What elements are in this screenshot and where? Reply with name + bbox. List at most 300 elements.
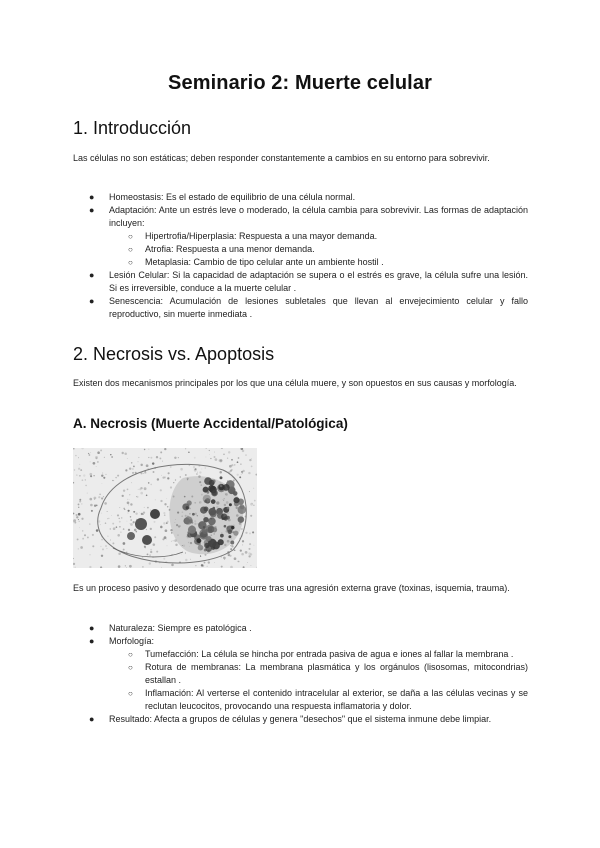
micrograph-speckle-dot [127, 458, 128, 459]
micrograph-speckle-dot [123, 490, 125, 492]
micrograph-speckle-dot [230, 548, 232, 550]
micrograph-speckle-dot [250, 565, 251, 566]
micrograph-speckle-dot [150, 510, 151, 511]
micrograph-speckle-dot [99, 494, 101, 496]
micrograph-speckle-dot [205, 456, 206, 457]
micrograph-speckle-dot [215, 458, 218, 461]
micrograph-speckle-dot [175, 479, 176, 480]
micrograph-speckle-dot [129, 467, 131, 469]
micrograph-speckle-dot [142, 557, 143, 558]
micrograph-speckle-dot [174, 457, 176, 459]
micrograph-speckle-dot [144, 546, 146, 548]
micrograph-speckle-dot [209, 454, 210, 455]
micrograph-speckle-dot [106, 548, 107, 549]
micrograph-speckle-dot [79, 521, 80, 522]
micrograph-speckle-dot [228, 554, 231, 557]
micrograph-speckle-dot [147, 553, 149, 555]
sub-bullet-icon: ○ [128, 650, 133, 659]
micrograph-speckle-dot [133, 521, 135, 523]
micrograph-speckle-dot [81, 503, 83, 505]
micrograph-speckle-dot [190, 558, 191, 559]
micrograph-speckle-dot [234, 557, 237, 560]
micrograph-speckle-dot [138, 489, 139, 490]
micrograph-speckle-dot [154, 536, 156, 538]
micrograph-speckle-dot [242, 540, 244, 542]
micrograph-speckle-dot [168, 472, 170, 474]
micrograph-speckle-dot [139, 512, 140, 513]
sub-bullet-icon: ○ [128, 663, 133, 672]
micrograph-speckle-dot [250, 515, 252, 517]
micrograph-speckle-dot [74, 522, 76, 524]
micrograph-speckle-dot [165, 529, 168, 532]
micrograph-illustration [73, 448, 257, 568]
micrograph-speckle-dot [195, 468, 197, 470]
micrograph-speckle-dot [76, 514, 78, 516]
sub-list-item [73, 256, 528, 269]
micrograph-speckle-dot [199, 471, 201, 473]
list-item [73, 269, 528, 295]
micrograph-speckle-dot [167, 477, 169, 479]
micrograph-speckle-dot [122, 495, 124, 497]
micrograph-speckle-dot [89, 498, 92, 501]
bullet-icon: ● [89, 205, 95, 215]
micrograph-speckle-dot [148, 457, 149, 458]
micrograph-speckle-dot [207, 566, 208, 567]
micrograph-speckle-dot [130, 516, 131, 517]
micrograph-speckle-dot [119, 518, 120, 519]
list-item-text: Senescencia: Acumulación de lesiones subletales que llevan al envejecimiento celular y fallo reproductivo, sin muerte inmediata . [109, 296, 528, 319]
micrograph-speckle-dot [123, 528, 125, 530]
micrograph-organelle [204, 477, 212, 485]
micrograph-speckle-dot [231, 469, 233, 471]
micrograph-speckle-dot [162, 461, 163, 462]
micrograph-speckle-dot [200, 556, 201, 557]
micrograph-speckle-dot [79, 500, 81, 502]
micrograph-speckle-dot [78, 548, 79, 549]
micrograph-speckle-dot [196, 473, 198, 475]
micrograph-speckle-dot [185, 553, 186, 554]
micrograph-organelle [196, 538, 201, 543]
micrograph-speckle-dot [107, 535, 109, 537]
micrograph-speckle-dot [160, 451, 162, 453]
micrograph-speckle-dot [153, 543, 156, 546]
micrograph-speckle-dot [118, 565, 121, 568]
micrograph-speckle-dot [237, 474, 239, 476]
list-item [73, 295, 528, 321]
micrograph-speckle-dot [98, 520, 100, 522]
micrograph-speckle-dot [83, 474, 85, 476]
micrograph-speckle-dot [78, 468, 80, 470]
sub-bullet-icon: ○ [128, 245, 133, 254]
micrograph-organelle [216, 501, 219, 504]
micrograph-speckle-dot [185, 559, 187, 561]
micrograph-speckle-dot [160, 526, 163, 529]
micrograph-speckle-dot [103, 477, 105, 479]
micrograph-speckle-dot [221, 566, 223, 568]
micrograph-speckle-dot [140, 492, 143, 495]
micrograph-organelle [204, 500, 207, 503]
micrograph-organelle [212, 527, 217, 532]
micrograph-organelle [233, 497, 239, 503]
sub-bullet-icon: ○ [128, 232, 133, 241]
micrograph-speckle-dot [223, 557, 224, 558]
micrograph-speckle-dot [127, 489, 129, 491]
micrograph-organelle [228, 535, 231, 538]
micrograph-speckle-dot [178, 457, 179, 458]
micrograph-speckle-dot [101, 555, 103, 557]
micrograph-speckle-dot [127, 501, 130, 504]
micrograph-speckle-dot [97, 461, 98, 462]
micrograph-speckle-dot [149, 449, 150, 450]
micrograph-speckle-dot [150, 484, 152, 486]
micrograph-organelle [212, 507, 215, 510]
micrograph-speckle-dot [102, 483, 103, 484]
micrograph-speckle-dot [100, 524, 101, 525]
micrograph-organelle [192, 513, 195, 516]
micrograph-speckle-dot [113, 527, 116, 530]
micrograph-speckle-dot [89, 473, 92, 476]
micrograph-speckle-dot [125, 565, 126, 566]
micrograph-speckle-dot [247, 562, 248, 563]
micrograph-speckle-dot [110, 528, 111, 529]
micrograph-speckle-dot [78, 457, 79, 458]
micrograph-speckle-dot [246, 564, 247, 565]
micrograph-speckle-dot [108, 518, 109, 519]
micrograph-speckle-dot [102, 473, 103, 474]
micrograph-speckle-dot [214, 562, 215, 563]
bullet-icon: ● [89, 270, 95, 280]
micrograph-speckle-dot [150, 457, 152, 459]
micrograph-speckle-dot [180, 476, 181, 477]
micrograph-speckle-dot [160, 500, 162, 502]
micrograph-organelle [227, 507, 230, 510]
micrograph-speckle-dot [136, 519, 137, 520]
micrograph-speckle-dot [219, 553, 220, 554]
micrograph-speckle-dot [127, 499, 128, 500]
list-item-text: Morfología: [109, 636, 155, 646]
micrograph-speckle-dot [122, 452, 124, 454]
micrograph-speckle-dot [143, 514, 144, 515]
intro-bullet-list [73, 191, 528, 321]
micrograph-speckle-dot [249, 543, 251, 545]
micrograph-speckle-dot [78, 507, 79, 508]
micrograph-speckle-dot [141, 513, 143, 515]
micrograph-speckle-dot [89, 523, 90, 524]
page-title: Seminario 2: Muerte celular [168, 72, 432, 94]
micrograph-speckle-dot [104, 457, 105, 458]
micrograph-speckle-dot [146, 464, 149, 467]
micrograph-speckle-dot [220, 461, 222, 463]
micrograph-speckle-dot [127, 512, 128, 513]
subsection-heading-necrosis: A. Necrosis (Muerte Accidental/Patológica) [73, 416, 348, 431]
micrograph-speckle-dot [79, 475, 81, 477]
micrograph-speckle-dot [163, 522, 165, 524]
micrograph-speckle-dot [123, 549, 125, 551]
micrograph-speckle-dot [234, 464, 236, 466]
micrograph-speckle-dot [94, 505, 96, 507]
micrograph-speckle-dot [111, 456, 113, 458]
micrograph-speckle-dot [75, 455, 76, 456]
micrograph-organelle [229, 503, 232, 506]
micrograph-speckle-dot [127, 521, 128, 522]
micrograph-speckle-dot [79, 499, 81, 501]
micrograph-speckle-dot [138, 461, 139, 462]
micrograph-speckle-dot [242, 470, 244, 472]
micrograph-speckle-dot [239, 538, 240, 539]
section-heading-necrosis-apoptosis: 2. Necrosis vs. Apoptosis [73, 344, 275, 364]
micrograph-speckle-dot [118, 553, 121, 556]
micrograph-speckle-dot [130, 519, 132, 521]
micrograph-speckle-dot [166, 522, 168, 524]
micrograph-speckle-dot [167, 545, 168, 546]
micrograph-speckle-dot [163, 558, 165, 560]
micrograph-speckle-dot [129, 565, 132, 568]
micrograph-speckle-dot [232, 477, 233, 478]
micrograph-speckle-dot [149, 562, 151, 564]
micrograph-speckle-dot [135, 513, 137, 515]
micrograph-speckle-dot [241, 528, 243, 530]
micrograph-speckle-dot [240, 463, 241, 464]
micrograph-speckle-dot [117, 514, 119, 516]
micrograph-speckle-dot [181, 554, 182, 555]
sub-bullet-icon: ○ [128, 689, 133, 698]
micrograph-speckle-dot [73, 448, 75, 449]
micrograph-organelle [207, 491, 210, 494]
micrograph-speckle-dot [185, 448, 186, 449]
micrograph-speckle-dot [117, 534, 120, 537]
sub-list-item [73, 648, 528, 661]
list-item-text: Resultado: Afecta a grupos de células y genera "desechos" que el sistema inmune debe limpiar. [109, 714, 492, 724]
micrograph-speckle-dot [80, 469, 82, 471]
micrograph-speckle-dot [82, 538, 84, 540]
micrograph-speckle-dot [146, 529, 147, 530]
micrograph-organelle [226, 516, 230, 520]
micrograph-speckle-dot [201, 564, 203, 566]
micrograph-speckle-dot [161, 567, 162, 568]
micrograph-organelle [211, 490, 218, 497]
micrograph-speckle-dot [140, 464, 142, 466]
micrograph-organelle [211, 499, 216, 504]
micrograph-speckle-dot [166, 498, 167, 499]
micrograph-speckle-dot [248, 555, 250, 557]
micrograph-speckle-dot [133, 511, 135, 513]
micrograph-speckle-dot [188, 451, 190, 453]
micrograph-speckle-dot [248, 472, 250, 474]
micrograph-speckle-dot [147, 507, 149, 509]
micrograph-speckle-dot [101, 497, 103, 499]
micrograph-speckle-dot [124, 453, 127, 456]
micrograph-speckle-dot [171, 541, 172, 542]
intro-paragraph: Las células no son estáticas; deben responder constantemente a cambios en su entorno para sobrevivir. [73, 153, 490, 163]
micrograph-speckle-dot [132, 468, 133, 469]
micrograph-speckle-dot [101, 474, 103, 476]
micrograph-speckle-dot [201, 469, 202, 470]
micrograph-speckle-dot [144, 471, 146, 473]
micrograph-speckle-dot [87, 493, 88, 494]
sub-list-item-text: Atrofia: Respuesta a una menor demanda. [145, 244, 315, 254]
micrograph-speckle-dot [254, 500, 256, 502]
micrograph-speckle-dot [156, 456, 158, 458]
micrograph-speckle-dot [209, 450, 210, 451]
micrograph-organelle [212, 480, 215, 483]
bullet-icon: ● [89, 192, 95, 202]
micrograph-speckle-dot [239, 476, 241, 478]
section2-intro-paragraph: Existen dos mecanismos principales por los que una célula muere, y son opuestos en sus causas y morfología. [73, 378, 517, 388]
section-heading-introduccion: 1. Introducción [73, 118, 192, 138]
micrograph-speckle-dot [93, 462, 96, 465]
micrograph-speckle-dot [208, 561, 210, 563]
micrograph-speckle-dot [79, 464, 80, 465]
micrograph-speckle-dot [91, 510, 93, 512]
micrograph-speckle-dot [234, 550, 236, 552]
micrograph-speckle-dot [170, 486, 172, 488]
micrograph-speckle-dot [126, 567, 127, 568]
micrograph-speckle-dot [214, 456, 216, 458]
necrosis-micrograph-image [73, 448, 257, 568]
micrograph-speckle-dot [106, 474, 107, 475]
micrograph-speckle-dot [89, 554, 90, 555]
micrograph-speckle-dot [110, 454, 111, 455]
micrograph-organelle [184, 516, 192, 524]
micrograph-speckle-dot [107, 518, 108, 519]
micrograph-speckle-dot [253, 488, 254, 489]
micrograph-speckle-dot [100, 546, 101, 547]
micrograph-speckle-dot [103, 496, 104, 497]
micrograph-speckle-dot [100, 449, 102, 451]
micrograph-speckle-dot [80, 546, 83, 549]
micrograph-speckle-dot [87, 536, 89, 538]
micrograph-speckle-dot [107, 511, 108, 512]
micrograph-organelle [238, 516, 245, 523]
micrograph-speckle-dot [194, 457, 196, 459]
micrograph-speckle-dot [173, 540, 174, 541]
micrograph-speckle-dot [125, 469, 127, 471]
micrograph-speckle-dot [231, 459, 233, 461]
micrograph-speckle-dot [251, 503, 252, 504]
micrograph-speckle-dot [170, 466, 172, 468]
micrograph-organelle [208, 508, 216, 516]
micrograph-speckle-dot [248, 548, 250, 550]
micrograph-speckle-dot [82, 479, 84, 481]
micrograph-speckle-dot [157, 478, 159, 480]
micrograph-speckle-dot [238, 457, 240, 459]
micrograph-speckle-dot [101, 513, 102, 514]
micrograph-speckle-dot [76, 516, 78, 518]
micrograph-speckle-dot [128, 504, 129, 505]
micrograph-speckle-dot [241, 474, 242, 475]
micrograph-organelle [223, 484, 230, 491]
sub-list-item [73, 661, 528, 687]
micrograph-speckle-dot [154, 521, 156, 523]
micrograph-organelle [218, 539, 224, 545]
micrograph-speckle-dot [223, 454, 225, 456]
micrograph-organelle [230, 541, 234, 545]
micrograph-organelle [220, 534, 224, 538]
micrograph-speckle-dot [105, 522, 107, 524]
micrograph-speckle-dot [180, 468, 183, 471]
micrograph-speckle-dot [124, 509, 125, 510]
micrograph-organelle [188, 526, 196, 534]
micrograph-speckle-dot [102, 548, 104, 550]
micrograph-organelle [206, 536, 211, 541]
micrograph-speckle-dot [119, 521, 121, 523]
micrograph-speckle-dot [139, 488, 141, 490]
micrograph-organelle [228, 530, 233, 535]
micrograph-speckle-dot [252, 531, 254, 533]
bullet-icon: ● [89, 636, 95, 646]
micrograph-speckle-dot [88, 453, 89, 454]
micrograph-speckle-dot [152, 462, 154, 464]
micrograph-speckle-dot [92, 534, 94, 536]
micrograph-organelle [220, 476, 223, 479]
micrograph-speckle-dot [120, 531, 122, 533]
micrograph-speckle-dot [144, 449, 145, 450]
micrograph-speckle-dot [197, 472, 198, 473]
micrograph-organelle [220, 485, 223, 488]
micrograph-speckle-dot [144, 487, 147, 490]
micrograph-speckle-dot [224, 559, 225, 560]
micrograph-speckle-dot [128, 529, 130, 531]
micrograph-speckle-dot [231, 474, 232, 475]
micrograph-speckle-dot [144, 507, 145, 508]
micrograph-speckle-dot [156, 551, 158, 553]
micrograph-speckle-dot [253, 505, 254, 506]
micrograph-speckle-dot [171, 532, 173, 534]
list-item [73, 713, 528, 726]
micrograph-speckle-dot [78, 513, 81, 516]
micrograph-speckle-dot [77, 538, 79, 540]
micrograph-speckle-dot [94, 497, 97, 500]
micrograph-speckle-dot [148, 482, 150, 484]
micrograph-speckle-dot [123, 542, 126, 545]
sub-list-item-text: Hipertrofia/Hiperplasia: Respuesta a una mayor demanda. [145, 231, 378, 241]
micrograph-speckle-dot [150, 528, 152, 530]
micrograph-speckle-dot [142, 566, 144, 568]
micrograph-speckle-dot [210, 458, 211, 459]
micrograph-speckle-dot [132, 472, 134, 474]
list-item [73, 191, 528, 204]
micrograph-speckle-dot [164, 503, 166, 505]
micrograph-speckle-dot [251, 458, 252, 459]
micrograph-speckle-dot [190, 559, 191, 560]
micrograph-speckle-dot [159, 457, 161, 459]
micrograph-organelle [233, 531, 238, 536]
micrograph-speckle-dot [204, 562, 206, 564]
micrograph-speckle-dot [164, 514, 166, 516]
sub-list-item-text: Rotura de membranas: La membrana plasmática y los orgánulos (lisosomas, mitocondrias) estallan . [145, 662, 528, 685]
micrograph-speckle-dot [104, 502, 107, 505]
micrograph-speckle-dot [150, 549, 152, 551]
micrograph-speckle-dot [119, 526, 121, 528]
micrograph-speckle-dot [205, 467, 206, 468]
list-item-text: Lesión Celular: Si la capacidad de adaptación se supera o el estrés es grave, la célula sufre una lesión. Si es irreversible, conduce a la muerte celular . [109, 270, 528, 293]
micrograph-speckle-dot [245, 551, 248, 554]
micrograph-speckle-dot [130, 523, 131, 524]
micrograph-speckle-dot [85, 485, 86, 486]
micrograph-speckle-dot [253, 545, 254, 546]
micrograph-speckle-dot [85, 479, 86, 480]
micrograph-speckle-dot [171, 564, 174, 567]
micrograph-speckle-dot [230, 545, 231, 546]
micrograph-speckle-dot [138, 457, 139, 458]
micrograph-speckle-dot [237, 461, 239, 463]
micrograph-speckle-dot [96, 529, 99, 532]
micrograph-organelle [224, 525, 227, 528]
micrograph-speckle-dot [249, 491, 250, 492]
micrograph-speckle-dot [74, 469, 75, 470]
micrograph-speckle-dot [130, 523, 133, 526]
micrograph-speckle-dot [136, 531, 138, 533]
